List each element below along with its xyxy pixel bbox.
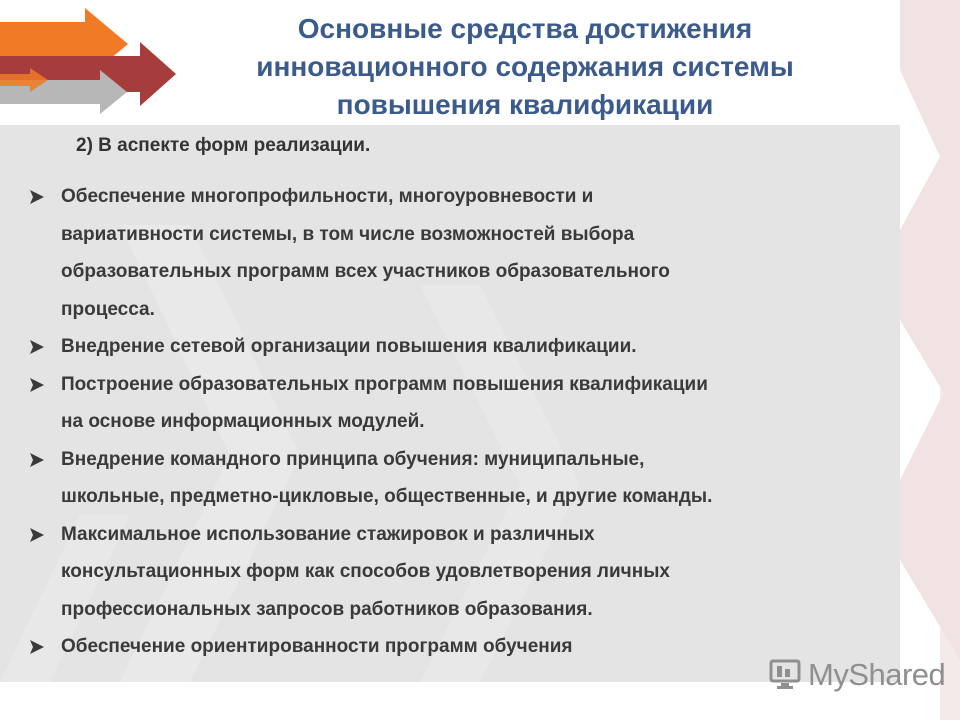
title-line: инновационного содержания системы [256,51,794,82]
bullet-text: консультационных форм как способов удовлетворения личных [61,561,670,582]
bullet-item [28,628,888,666]
slide-title [205,10,845,124]
bullet-text: вариативности системы, в том числе возможностей выбора [61,223,635,245]
logo-text: MyShared [808,657,946,692]
title-line: повышения квалификации [336,89,714,120]
arrowhead-bullet-icon [28,527,46,543]
bullet-text: на основе информационных модулей. [61,411,425,432]
bullet-item [28,366,888,441]
bullet-item [28,178,888,328]
arrowhead-bullet-icon [28,452,46,468]
bullet-text: Обеспечение многопрофильности, многоуровневости и [61,186,594,207]
bullet-text: Обеспечение ориентированности программ обучения [61,636,573,657]
bullet-item [28,441,888,516]
bullet-text: образовательных программ всех участников образовательного [61,261,670,282]
bullet-text: Внедрение командного принципа обучения: муниципальные, [61,448,645,470]
section-subheading: 2) В аспекте форм реализации. [76,135,371,156]
bullet-text: Внедрение сетевой организации повышения квалификации. [61,336,637,357]
decorative-arrows [0,0,185,125]
arrowhead-bullet-icon [28,189,46,205]
content-panel [0,125,900,682]
bullet-list [28,178,888,666]
bullet-text: процесса. [61,298,155,320]
bullet-text: школьные, предметно-цикловые, общественные, и другие команды. [61,486,713,507]
myshared-logo[interactable] [768,655,946,695]
arrowhead-bullet-icon [28,339,46,355]
arrowhead-bullet-icon [28,377,46,393]
monitor-logo-icon [768,657,804,693]
title-line: Основные средства достижения [297,13,753,44]
bullet-text: Максимальное использование стажировок и различных [61,523,595,545]
bullet-text: профессиональных запросов работников образования. [61,598,593,620]
arrowhead-bullet-icon [28,639,46,655]
bullet-item [28,328,888,366]
bullet-item [28,516,888,629]
bullet-text: Построение образовательных программ повышения квалификации [61,373,708,395]
